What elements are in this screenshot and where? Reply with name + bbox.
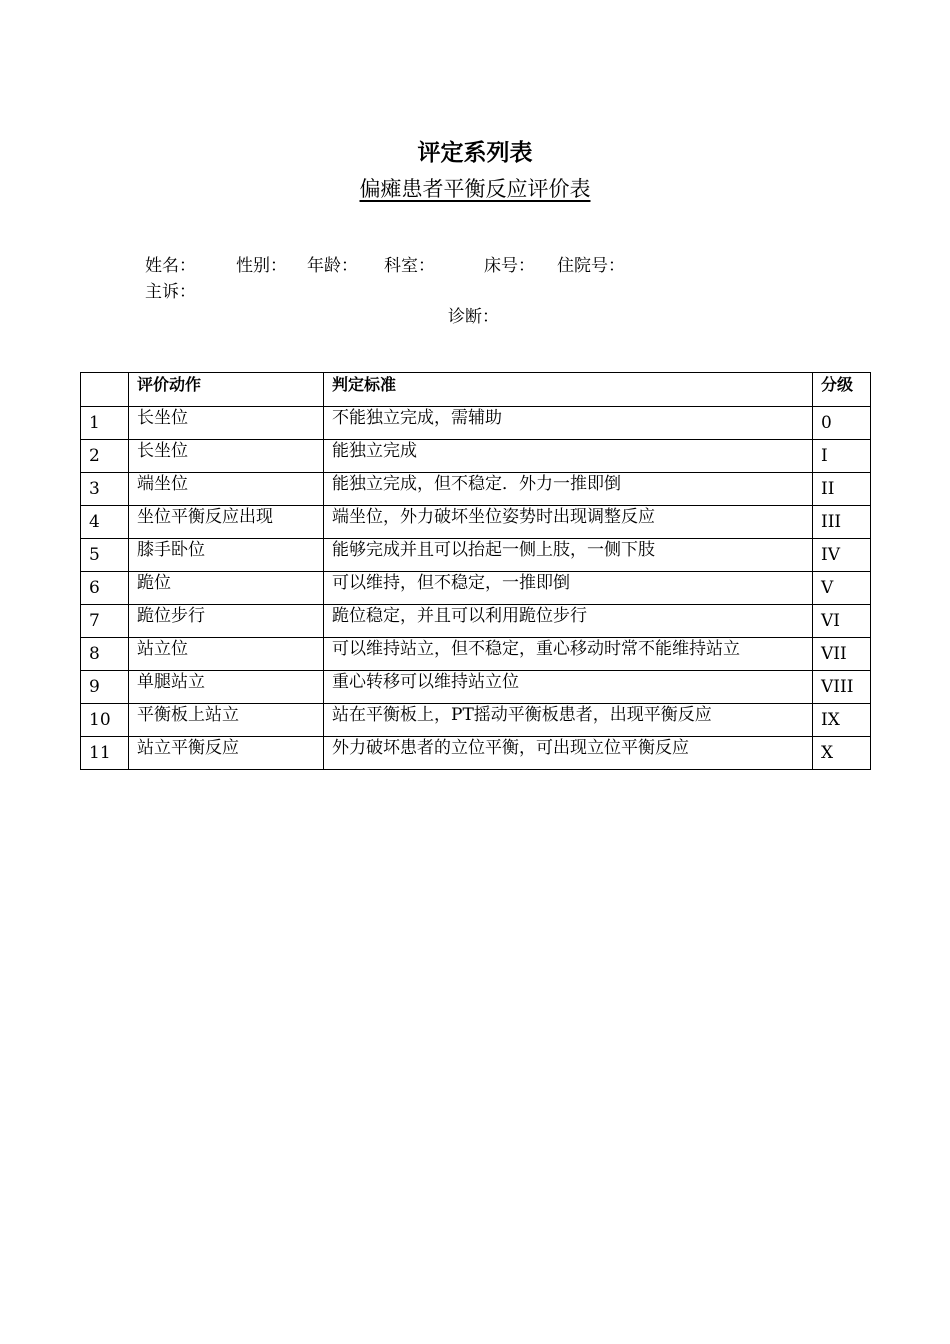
table-row [81, 440, 871, 473]
row-number: 9 [81, 671, 129, 704]
row-action: 站立平衡反应 [129, 737, 324, 770]
header-no [81, 373, 129, 407]
row-action: 单腿站立 [129, 671, 324, 704]
department-label: 科室： [384, 256, 435, 276]
row-grade: X [813, 737, 871, 770]
row-grade: VII [813, 638, 871, 671]
row-grade: II [813, 473, 871, 506]
row-criteria: 端坐位，外力破坏坐位姿势时出现调整反应 [324, 506, 813, 539]
row-action: 跪位步行 [129, 605, 324, 638]
patient-info-line [145, 251, 625, 276]
row-action: 长坐位 [129, 407, 324, 440]
table-row [81, 506, 871, 539]
header-grade: 分级 [813, 373, 871, 407]
row-grade: IV [813, 539, 871, 572]
table-row [81, 572, 871, 605]
table-row [81, 407, 871, 440]
name-label: 姓名： [145, 256, 196, 276]
row-grade: V [813, 572, 871, 605]
row-criteria: 外力破坏患者的立位平衡，可出现立位平衡反应 [324, 737, 813, 770]
row-action: 平衡板上站立 [129, 704, 324, 737]
table-row [81, 737, 871, 770]
page-subtitle [0, 173, 950, 203]
row-action: 长坐位 [129, 440, 324, 473]
table-row [81, 638, 871, 671]
table-row [81, 704, 871, 737]
complaint-label: 主诉： [145, 282, 196, 302]
row-grade: I [813, 440, 871, 473]
row-criteria: 站在平衡板上，PT摇动平衡板患者，出现平衡反应 [324, 704, 813, 737]
row-action: 跪位 [129, 572, 324, 605]
row-number: 4 [81, 506, 129, 539]
row-criteria: 不能独立完成，需辅助 [324, 407, 813, 440]
row-grade: III [813, 506, 871, 539]
row-number: 7 [81, 605, 129, 638]
row-grade: VI [813, 605, 871, 638]
diagnosis-label: 诊断： [448, 307, 499, 327]
admission-no-label: 住院号： [557, 256, 625, 276]
age-label: 年龄： [307, 256, 358, 276]
row-number: 1 [81, 407, 129, 440]
row-criteria: 跪位稳定，并且可以利用跪位步行 [324, 605, 813, 638]
row-criteria: 能独立完成 [324, 440, 813, 473]
table-row [81, 539, 871, 572]
table-row [81, 605, 871, 638]
row-number: 8 [81, 638, 129, 671]
row-criteria: 能独立完成，但不稳定．外力一推即倒 [324, 473, 813, 506]
row-criteria: 重心转移可以维持站立位 [324, 671, 813, 704]
row-grade: 0 [813, 407, 871, 440]
row-action: 膝手卧位 [129, 539, 324, 572]
row-number: 3 [81, 473, 129, 506]
table-row [81, 671, 871, 704]
row-criteria: 可以维持站立，但不稳定，重心移动时常不能维持站立 [324, 638, 813, 671]
subtitle-text: 偏瘫患者平衡反应评价表 [359, 177, 591, 201]
table-row [81, 473, 871, 506]
row-grade: VIII [813, 671, 871, 704]
sex-label: 性别： [236, 256, 287, 276]
table-header-row [81, 373, 871, 407]
row-number: 5 [81, 539, 129, 572]
page-title: 评定系列表 [417, 140, 533, 166]
row-number: 6 [81, 572, 129, 605]
bed-label: 床号： [484, 256, 535, 276]
row-number: 2 [81, 440, 129, 473]
header-action: 评价动作 [129, 373, 324, 407]
row-number: 11 [81, 737, 129, 770]
row-criteria: 能够完成并且可以抬起一侧上肢，一侧下肢 [324, 539, 813, 572]
row-grade: IX [813, 704, 871, 737]
balance-assessment-table [80, 372, 871, 770]
row-action: 坐位平衡反应出现 [129, 506, 324, 539]
row-action: 端坐位 [129, 473, 324, 506]
header-criteria: 判定标准 [324, 373, 813, 407]
row-action: 站立位 [129, 638, 324, 671]
row-number: 10 [81, 704, 129, 737]
row-criteria: 可以维持，但不稳定，一推即倒 [324, 572, 813, 605]
